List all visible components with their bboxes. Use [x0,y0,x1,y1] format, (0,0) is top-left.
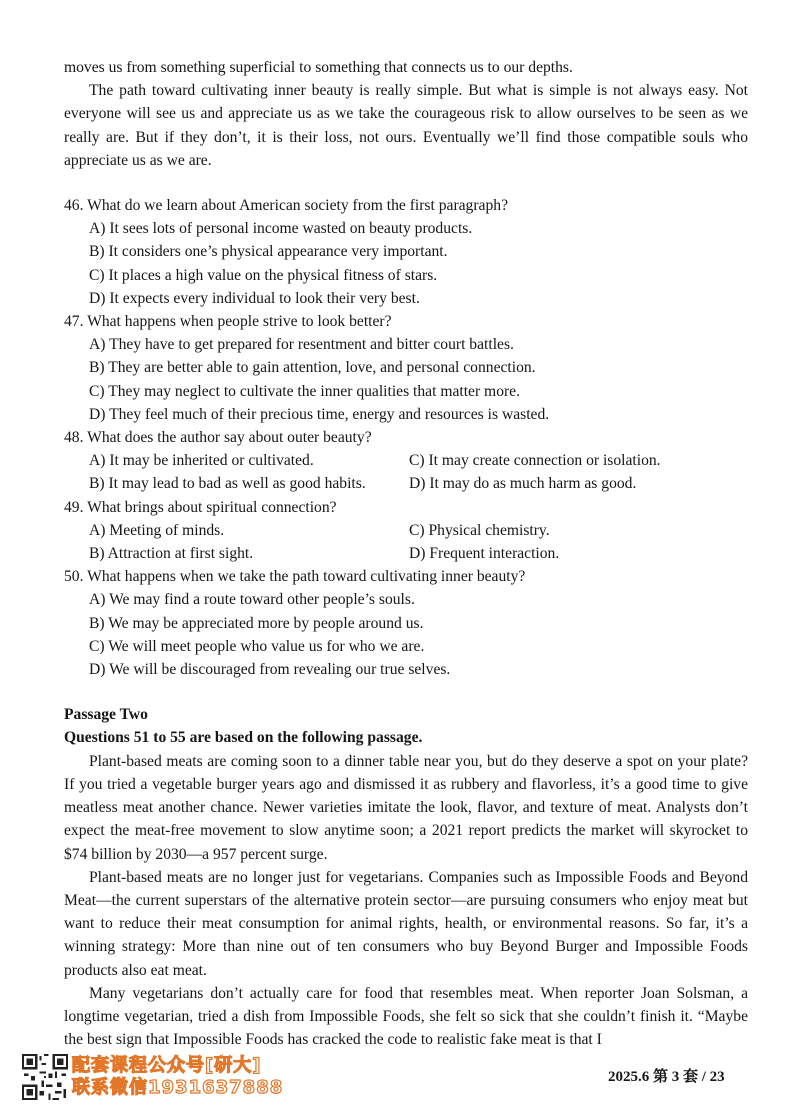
question-47 [64,310,748,426]
passage-two-paragraph-3: Many vegetarians don’t actually care for food that resembles meat. When reporter Joan Solsman, a longtime vegetarian, tried a dish from Impossible Foods, she felt so sick that she couldn’t finish it. “Maybe the best sign that Impossible Foods has cracked the code to realistic fake meat is that I [64,984,748,1049]
option-a: A) They have to get prepared for resentment and bitter court battles. [89,336,514,354]
option-d: D) Frequent interaction. [409,545,560,563]
page-content [64,56,748,1051]
option-c: C) We will meet people who value us for who we are. [89,637,425,655]
option-a: A) Meeting of minds. [89,521,225,539]
question-number: 50. [64,568,84,586]
passage-two-instruction: Questions 51 to 55 are based on the following passage. [64,729,423,747]
option-b: B) It may lead to bad as well as good habits. [89,475,366,493]
question-text: What happens when people strive to look better? [87,313,392,331]
question-text: What brings about spiritual connection? [87,498,337,516]
option-b: B) Attraction at first sight. [89,545,254,563]
promo-line-2: 联系微信1931637888 [72,1077,284,1098]
passage-two-paragraph-2: Plant-based meats are no longer just for vegetarians. Companies such as Impossible Foods and Beyond Meat—the current superstars of the alternative protein sector—are pursuing consumers who enjoy meat but want to reduce their meat consumption for animal rights, health, or environmental reasons. So far, it’s a winning strategy: More than nine out of ten consumers who buy Beyond Burger and Impossible Foods products also eat meat. [64,868,748,979]
question-50 [64,565,748,681]
question-number: 49. [64,498,84,516]
question-number: 46. [64,197,84,215]
question-48 [64,426,748,496]
option-a: A) We may find a route toward other people’s souls. [89,591,415,609]
option-c: C) They may neglect to cultivate the inner qualities that matter more. [89,382,520,400]
passage-two-heading: Passage Two [64,706,148,724]
option-d: D) It may do as much harm as good. [409,475,637,493]
option-c: C) Physical chemistry. [409,521,550,539]
question-number: 48. [64,429,84,447]
qr-code-icon [22,1054,68,1100]
option-a: A) It may be inherited or cultivated. [89,452,314,470]
question-text: What happens when we take the path toward cultivating inner beauty? [87,568,526,586]
question-46 [64,194,748,310]
option-d: D) We will be discouraged from revealing our true selves. [89,661,451,679]
passage-one-final-paragraph: The path toward cultivating inner beauty is really simple. But what is simple is not always easy. Not everyone will see us and appreciate us as we take the courageous risk to allow ourselves to be seen as we really are. But if they don’t, it is their loss, not ours. Eventually we’ll find those compatible souls who appreciate us as we are. [64,82,748,169]
option-b: B) It considers one’s physical appearance very important. [89,243,448,261]
promo-line-1: 配套课程公众号[研大] [72,1055,262,1076]
option-c: C) It may create connection or isolation. [409,452,661,470]
passage-one-closing-line: moves us from something superficial to something that connects us to our depths. [64,59,573,76]
page-number-label: 2025.6 第 3 套 / 23 [608,1069,725,1085]
option-d: D) They feel much of their precious time, energy and resources is wasted. [89,405,550,423]
option-d: D) It expects every individual to look their very best. [89,289,420,307]
question-number: 47. [64,313,84,331]
question-text: What does the author say about outer beauty? [87,429,372,447]
promo-watermark [22,1054,283,1100]
option-b: B) We may be appreciated more by people around us. [89,614,424,632]
question-49 [64,496,748,566]
option-b: B) They are better able to gain attention, love, and personal connection. [89,359,536,377]
option-c: C) It places a high value on the physical fitness of stars. [89,266,438,284]
passage-two-paragraph-1: Plant-based meats are coming soon to a dinner table near you, but do they deserve a spot on your plate? If you tried a vegetable burger years ago and dismissed it as rubbery and flavorless, it’s a good time to give meatless meat another chance. Newer varieties imitate the look, flavor, and texture of meat. Analysts don’t expect the meat-free movement to slow anytime soon; a 2021 report predicts the market will skyrocket to $74 billion by 2030—a 957 percent surge. [64,752,748,863]
option-a: A) It sees lots of personal income wasted on beauty products. [89,220,473,238]
question-text: What do we learn about American society from the first paragraph? [87,197,508,215]
